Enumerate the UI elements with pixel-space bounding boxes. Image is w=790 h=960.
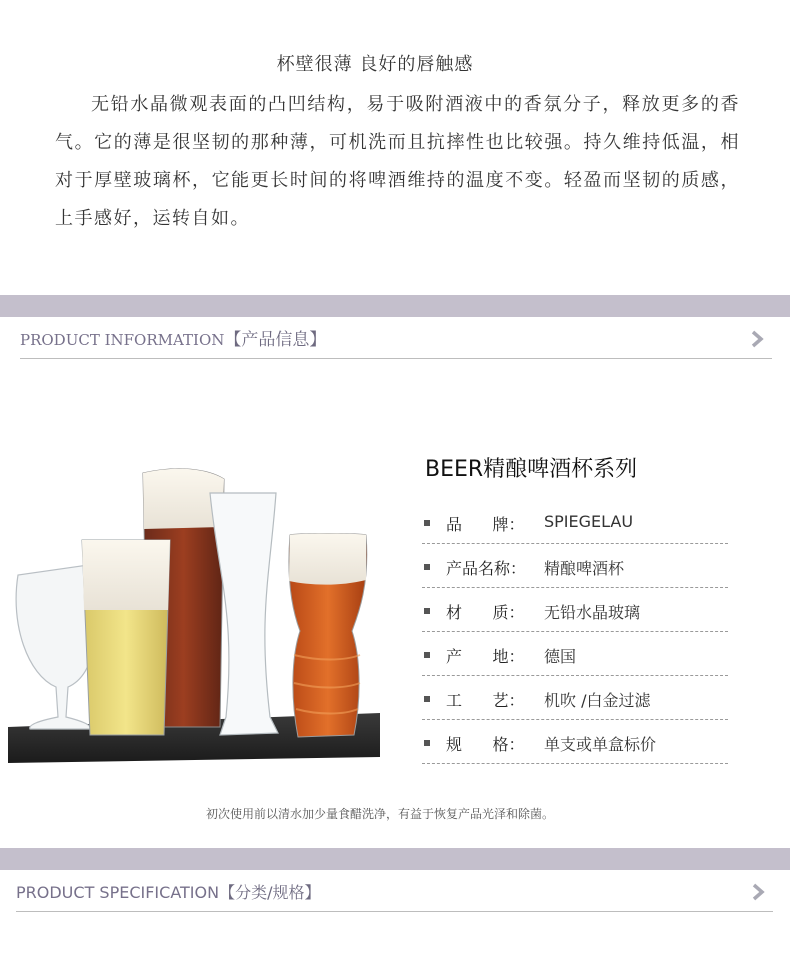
spec-value: 单支或单盒标价: [544, 735, 657, 754]
spec-value: 德国: [544, 647, 577, 666]
bullet-icon: [424, 740, 430, 746]
product-specification-header: [16, 871, 773, 912]
intro-paragraph: 无铅水晶微观表面的凸凹结构，易于吸附酒液中的香氛分子，释放更多的香气。它的薄是很坚韧的那种薄，可机洗而且抗摔性也比较强。持久维持低温，相对于厚壁玻璃杯，它能更长时间的将啤酒维持的温度不变。轻盈而坚韧的质感，上手感好，运转自如。: [55, 94, 740, 229]
spec-value: SPIEGELAU: [544, 512, 634, 531]
spec-row-material: [422, 588, 728, 632]
bullet-icon: [424, 564, 430, 570]
section-title-en: PRODUCT INFORMATION: [20, 331, 225, 349]
spec-value: 机吹 /白金过滤: [544, 691, 651, 710]
section-title-cn: 【分类/规格】: [219, 883, 321, 902]
spec-label: 工 艺：: [446, 691, 525, 710]
spec-label: 规 格：: [446, 735, 525, 754]
care-note: 初次使用前以清水加少量食醋洗净，有益于恢复产品光泽和除菌。: [205, 807, 554, 821]
spec-row-process: [422, 676, 728, 720]
product-information-header: [20, 318, 772, 359]
spec-label: 材 质：: [446, 603, 525, 622]
spec-label: 产品名称：: [446, 559, 527, 578]
spec-row-brand: [422, 500, 728, 544]
spec-label: 品 牌：: [446, 515, 525, 534]
spec-list: [422, 500, 728, 764]
bullet-icon: [424, 520, 430, 526]
spec-row-size: [422, 720, 728, 764]
chevron-right-icon[interactable]: [750, 330, 764, 348]
spec-label: 产 地：: [446, 647, 525, 666]
bullet-icon: [424, 608, 430, 614]
section-title-cn: 【产品信息】: [224, 330, 327, 350]
spec-row-origin: [422, 632, 728, 676]
bullet-icon: [424, 696, 430, 702]
spec-value: 精酿啤酒杯: [544, 559, 625, 578]
product-title: BEER精酿啤酒杯系列: [425, 457, 638, 482]
spec-value: 无铅水晶玻璃: [544, 603, 641, 622]
bullet-icon: [424, 652, 430, 658]
section-band: [0, 295, 790, 317]
section-band: [0, 848, 790, 870]
spec-row-name: [422, 544, 728, 588]
chevron-right-icon[interactable]: [751, 883, 765, 901]
section-title-en: PRODUCT SPECIFICATION: [16, 883, 220, 902]
beer-glasses-photo: [8, 455, 380, 765]
intro-title: 杯壁很薄 良好的唇触感: [276, 54, 474, 75]
